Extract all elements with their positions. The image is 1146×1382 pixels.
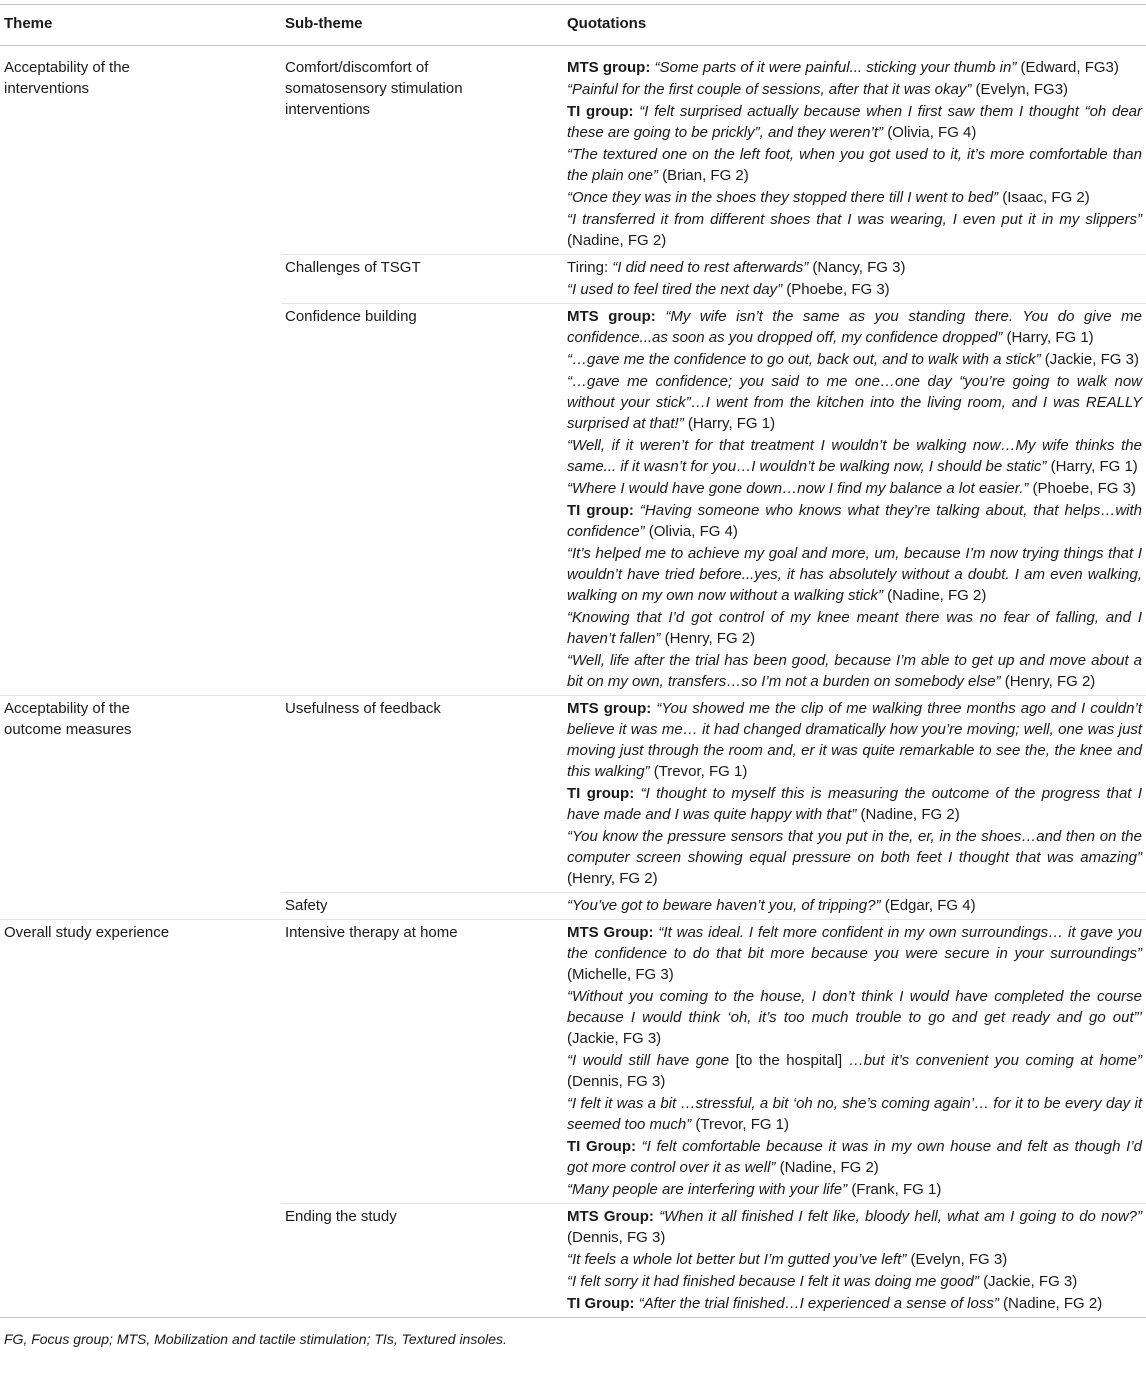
quote-source: (Nadine, FG 2) [887,587,987,604]
group-label: TI Group: [567,1138,636,1155]
quote-text: “Knowing that I’d got control of my knee meant there was no fear of falling, and I haven’t fallen” [567,609,1142,647]
quote-prefix: Tiring: [567,259,609,276]
quote-item [567,257,1142,278]
quotations-table [0,4,1146,1318]
quote-item [567,187,1142,208]
quote-insertion: [to the hospital] [735,1052,843,1069]
quote-item [567,435,1142,477]
quote-text: “You’ve got to beware haven’t you, of tripping?” [567,897,881,914]
group-label: MTS Group: [567,1208,654,1225]
quote-source: (Evelyn, FG3) [975,81,1069,98]
quote-item [567,500,1142,542]
quote-source: (Nadine, FG 2) [779,1159,879,1176]
header-theme: Theme [0,5,281,46]
subtheme-cell: Confidence building [281,304,563,696]
quote-item [567,895,1142,916]
quote-item [567,144,1142,186]
quote-item [567,1206,1142,1248]
quote-source: (Nadine, FG 2) [567,232,667,249]
quote-source: (Henry, FG 2) [1004,673,1096,690]
quote-source: (Evelyn, FG 3) [910,1251,1008,1268]
quote-text: “Without you coming to the house, I don’t think I would have completed the course because I would think ‘oh, it’s too much trouble to go and get ready and go out”’ [567,988,1142,1026]
quote-text: “I felt comfortable because it was in my own house and felt as though I’d got more control over it as well” [567,1138,1142,1176]
quote-item [567,826,1142,889]
quote-item [567,79,1142,100]
theme-cell: Overall study experience [0,920,281,1318]
quote-text: “…gave me the confidence to go out, back out, and to walk with a stick” [567,351,1041,368]
quote-item [567,349,1142,370]
quote-item [567,478,1142,499]
subtheme-cell: Comfort/discomfort of somatosensory stimulation interventions [281,46,563,255]
quote-text-continued: …but it’s convenient you coming at home” [848,1052,1143,1069]
quote-text: “I did need to rest afterwards” [612,259,809,276]
quote-text: “Painful for the first couple of sessions, after that it was okay” [567,81,972,98]
quote-source: (Phoebe, FG 3) [1032,480,1136,497]
quotations-cell [563,893,1146,920]
quote-text: “Well, life after the trial has been good, because I’m able to get up and move about a bit on my own, transfers…so I’m not a burden on somebody else” [567,652,1142,690]
quote-item [567,57,1142,78]
quote-item [567,1293,1142,1314]
quote-source: (Jackie, FG 3) [983,1273,1078,1290]
quote-item [567,1093,1142,1135]
quote-item [567,1249,1142,1270]
theme-cell: Acceptability of the outcome measures [0,696,281,920]
quote-source: (Michelle, FG 3) [567,966,674,983]
quote-source: (Frank, FG 1) [851,1181,942,1198]
quote-text: “I felt surprised actually because when I first saw them I thought “oh dear these are going to be prickly”, and they weren’t” [567,103,1143,141]
quote-text: “I felt it was a bit …stressful, a bit ‘oh no, she’s coming again’… for it to be every day it seemed too much” [567,1095,1142,1133]
quote-text: “It was ideal. I felt more confident in my own surroundings… it gave you the confidence to do that bit more because you were secure in your surroundings” [567,924,1142,962]
quote-item [567,922,1142,985]
quote-text: “I thought to myself this is measuring the outcome of the progress that I have made and I was quite happy with that” [567,785,1143,823]
quote-item [567,209,1142,251]
quote-item [567,1179,1142,1200]
quote-text: “You know the pressure sensors that you put in the, er, in the shoes…and then on the computer screen showing equal pressure on both feet I thought that was amazing” [567,828,1142,866]
quote-text: “The textured one on the left foot, when you got used to it, it’s more comfortable than the plain one” [567,146,1142,184]
group-label: MTS group: [567,59,651,76]
table-row [0,46,1146,255]
quote-text: “Where I would have gone down…now I find my balance a lot easier.” [567,480,1029,497]
quote-source: (Trevor, FG 1) [653,763,748,780]
quote-item [567,371,1142,434]
group-label: MTS group: [567,308,656,325]
quote-source: (Isaac, FG 2) [1002,189,1090,206]
quote-source: (Olivia, FG 4) [648,523,738,540]
quote-source: (Brian, FG 2) [662,167,749,184]
theme-cell: Acceptability of the interventions [0,46,281,696]
quote-source: (Nadine, FG 2) [860,806,960,823]
quotations-cell [563,920,1146,1204]
quote-source: (Dennis, FG 3) [567,1229,666,1246]
quote-text: “I transferred it from different shoes that I was wearing, I even put it in my slippers” [567,211,1142,228]
quote-text: “…gave me confidence; you said to me one…one day “you’re going to walk now without your stick”…I went from the kitchen into the living room, and I was REALLY surprised at that!” [567,373,1142,432]
quote-item [567,650,1142,692]
quote-text: “It feels a whole lot better but I’m gutted you’ve left” [567,1251,907,1268]
quote-source: (Olivia, FG 4) [887,124,977,141]
quote-text: “My wife isn’t the same as you standing there. You do give me confidence...as soon as you dropped off, my confidence dropped” [567,308,1142,346]
table-row [0,920,1146,1204]
quote-text: “When it all finished I felt like, bloody hell, what am I going to do now?” [659,1208,1142,1225]
quote-item [567,1271,1142,1292]
quote-source: (Nadine, FG 2) [1003,1295,1103,1312]
table-footnote: FG, Focus group; MTS, Mobilization and tactile stimulation; TIs, Textured insoles. [4,1331,507,1347]
subtheme-cell: Safety [281,893,563,920]
quote-text: “I used to feel tired the next day” [567,281,783,298]
subtheme-cell: Challenges of TSGT [281,255,563,304]
group-label: TI group: [567,785,635,802]
quote-item [567,306,1142,348]
quote-text: “After the trial finished…I experienced a sense of loss” [638,1295,999,1312]
quote-text: “Having someone who knows what they’re talking about, that helps…with confidence” [567,502,1143,540]
quote-source: (Trevor, FG 1) [695,1116,790,1133]
quote-text: “It’s helped me to achieve my goal and more, um, because I’m now trying things that I wouldn’t have tried before...yes, it has absolutely without a doubt. I am even walking, walking on my own now without a walking stick” [567,545,1142,604]
quote-text: “Once they was in the shoes they stopped there till I went to bed” [567,189,999,206]
quote-source: (Harry, FG 1) [687,415,776,432]
group-label: TI group: [567,103,634,120]
quote-text: “I felt sorry it had finished because I felt it was doing me good” [567,1273,979,1290]
quote-text: “I would still have gone [567,1052,730,1069]
quote-item [567,101,1142,143]
quote-source: (Henry, FG 2) [567,870,658,887]
header-row [0,5,1146,46]
quote-item [567,607,1142,649]
quote-item [567,986,1142,1049]
quote-item [567,543,1142,606]
group-label: MTS group: [567,700,652,717]
quotations-cell [563,304,1146,696]
header-quotations: Quotations [563,5,1146,46]
header-subtheme: Sub-theme [281,5,563,46]
quotations-cell [563,46,1146,255]
quote-source: (Dennis, FG 3) [567,1073,666,1090]
quote-source: (Harry, FG 1) [1006,329,1094,346]
quotations-cell [563,1204,1146,1318]
quote-item [567,698,1142,782]
quote-item [567,783,1142,825]
quote-text: “Many people are interfering with your life” [567,1181,848,1198]
quote-item [567,1050,1142,1092]
subtheme-cell: Ending the study [281,1204,563,1318]
group-label: TI group: [567,502,634,519]
quote-source: (Jackie, FG 3) [1044,351,1139,368]
subtheme-cell: Intensive therapy at home [281,920,563,1204]
quote-source: (Edgar, FG 4) [884,897,976,914]
quote-source: (Nancy, FG 3) [812,259,906,276]
subtheme-cell: Usefulness of feedback [281,696,563,893]
quote-item [567,279,1142,300]
quote-source: (Henry, FG 2) [664,630,756,647]
group-label: MTS Group: [567,924,654,941]
quote-text: “You showed me the clip of me walking three months ago and I couldn’t believe it was me… it had changed dramatically how you’re moving; well, one was just moving just through the room and, er it was quite remarkable to see the, the knee and this walking” [567,700,1142,780]
quote-source: (Phoebe, FG 3) [786,281,890,298]
quote-source: (Harry, FG 1) [1050,458,1138,475]
quotations-cell [563,696,1146,893]
quotations-cell [563,255,1146,304]
quote-text: “Some parts of it were painful... sticking your thumb in” [654,59,1017,76]
quote-source: (Jackie, FG 3) [567,1030,662,1047]
quote-text: “Well, if it weren’t for that treatment I wouldn’t be walking now…My wife thinks the same... if it wasn’t for you…I wouldn’t be walking now, I should be static” [567,437,1142,475]
quote-source: (Edward, FG3) [1020,59,1119,76]
group-label: TI Group: [567,1295,635,1312]
quote-item [567,1136,1142,1178]
table-row [0,696,1146,893]
